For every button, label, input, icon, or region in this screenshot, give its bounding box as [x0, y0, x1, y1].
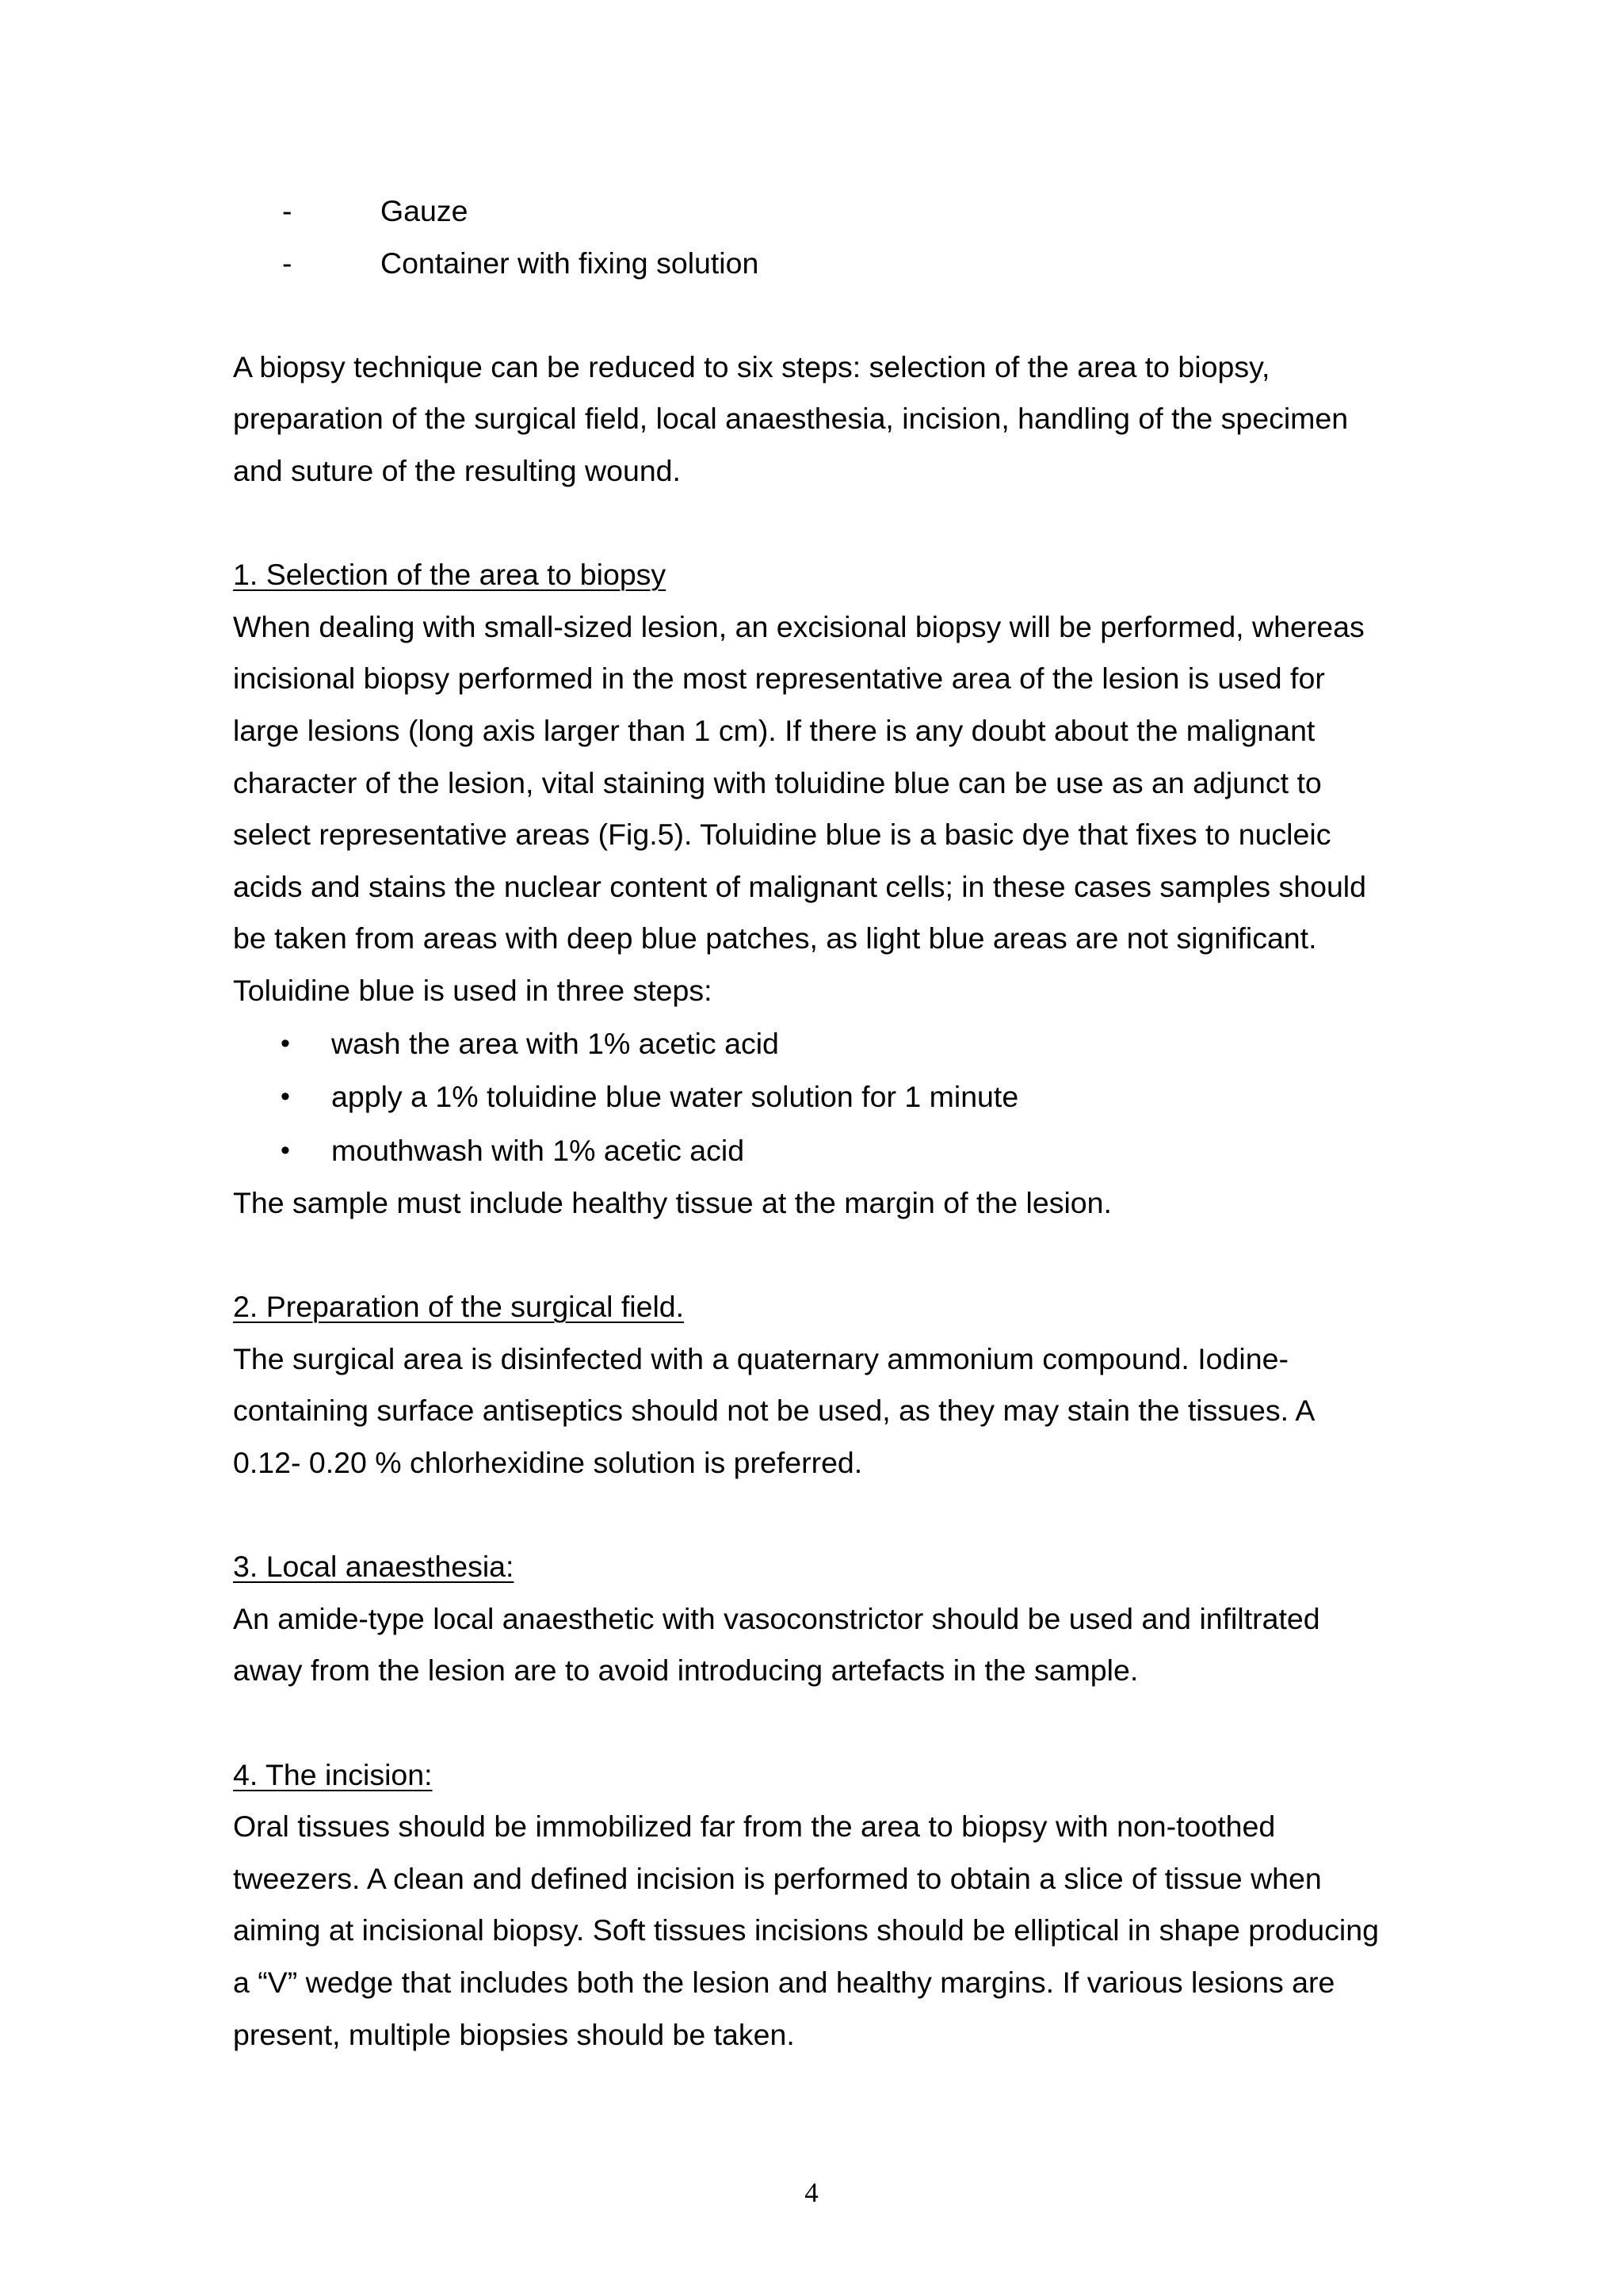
- text-line: aiming at incisional biopsy. Soft tissues incisions should be elliptical in shape producing: [233, 1913, 1379, 1947]
- list-item-text: wash the area with 1% acetic acid: [331, 1026, 779, 1060]
- text-line: The sample must include healthy tissue at the margin of the lesion.: [233, 1186, 1112, 1219]
- section-preparation: [233, 1281, 1406, 1489]
- text-line: incisional biopsy performed in the most representative area of the lesion is used for: [233, 662, 1325, 696]
- list-item-text: apply a 1% toluidine blue water solution for 1 minute: [331, 1080, 1019, 1113]
- text-line: away from the lesion are to avoid introducing artefacts in the sample.: [233, 1653, 1139, 1688]
- text-line: containing surface antiseptics should not be used, as they may stain the tissues. A: [233, 1394, 1316, 1428]
- section-anaesthesia: [233, 1541, 1406, 1697]
- text-line: present, multiple biopsies should be taken.: [233, 2017, 795, 2051]
- section-selection: [233, 549, 1406, 1229]
- text-line: a “V” wedge that includes both the lesion and healthy margins. If various lesions are: [233, 1965, 1335, 1999]
- list-item-text: Gauze: [380, 194, 468, 227]
- text-line: be taken from areas with deep blue patches, as light blue areas are not significant.: [233, 921, 1317, 955]
- spacer: [233, 1697, 1406, 1749]
- text-line: When dealing with small-sized lesion, an excisional biopsy will be performed, whereas: [233, 609, 1365, 643]
- spacer: [233, 289, 1406, 341]
- materials-list: [233, 185, 1406, 289]
- text-line: acids and stains the nuclear content of malignant cells; in these cases samples should: [233, 869, 1366, 903]
- section-heading: 2. Preparation of the surgical field.: [233, 1290, 685, 1324]
- section-heading: 1. Selection of the area to biopsy: [233, 558, 666, 592]
- list-item: [233, 1124, 1406, 1178]
- page-content: [233, 185, 1406, 2061]
- text-line: character of the lesion, vital staining with toluidine blue can be use as an adjunct to: [233, 765, 1322, 799]
- text-line: large lesions (long axis larger than 1 cm). If there is any doubt about the malignant: [233, 713, 1316, 747]
- text-line: A biopsy technique can be reduced to six steps: selection of the area to biopsy,: [233, 349, 1270, 383]
- bullet-icon: •: [281, 1028, 290, 1058]
- spacer: [233, 1230, 1406, 1282]
- section-incision: [233, 1749, 1406, 2061]
- text-line: and suture of the resulting wound.: [233, 453, 681, 487]
- list-item: [233, 1070, 1406, 1124]
- intro-paragraph: [233, 341, 1406, 498]
- text-line: preparation of the surgical field, local anaesthesia, incision, handling of the specimen: [233, 402, 1349, 436]
- spacer: [233, 1489, 1406, 1542]
- section-heading: 4. The incision:: [233, 1757, 433, 1791]
- text-line: Toluidine blue is used in three steps:: [233, 973, 712, 1007]
- spacer: [233, 498, 1406, 550]
- list-marker: -: [282, 194, 292, 227]
- staining-steps-list: [233, 1017, 1406, 1178]
- list-item-text: mouthwash with 1% acetic acid: [331, 1133, 745, 1167]
- text-line: select representative areas (Fig.5). Toluidine blue is a basic dye that fixes to nucleic: [233, 818, 1331, 852]
- text-line: tweezers. A clean and defined incision is performed to obtain a slice of tissue when: [233, 1861, 1322, 1895]
- text-line: 0.12- 0.20 % chlorhexidine solution is preferred.: [233, 1445, 863, 1479]
- list-item-text: Container with fixing solution: [380, 246, 759, 280]
- list-marker: -: [282, 246, 292, 280]
- text-line: An amide-type local anaesthetic with vasoconstrictor should be used and infiltrated: [233, 1601, 1320, 1635]
- text-line: Oral tissues should be immobilized far from the area to biopsy with non-toothed: [233, 1810, 1276, 1844]
- list-item: [233, 1017, 1406, 1071]
- bullet-icon: •: [281, 1135, 290, 1165]
- list-item: [233, 238, 1406, 290]
- bullet-icon: •: [281, 1081, 290, 1112]
- list-item: [233, 185, 1406, 238]
- text-line: The surgical area is disinfected with a quaternary ammonium compound. Iodine-: [233, 1341, 1289, 1375]
- section-heading: 3. Local anaesthesia:: [233, 1550, 514, 1584]
- page-number: 4: [804, 2177, 819, 2208]
